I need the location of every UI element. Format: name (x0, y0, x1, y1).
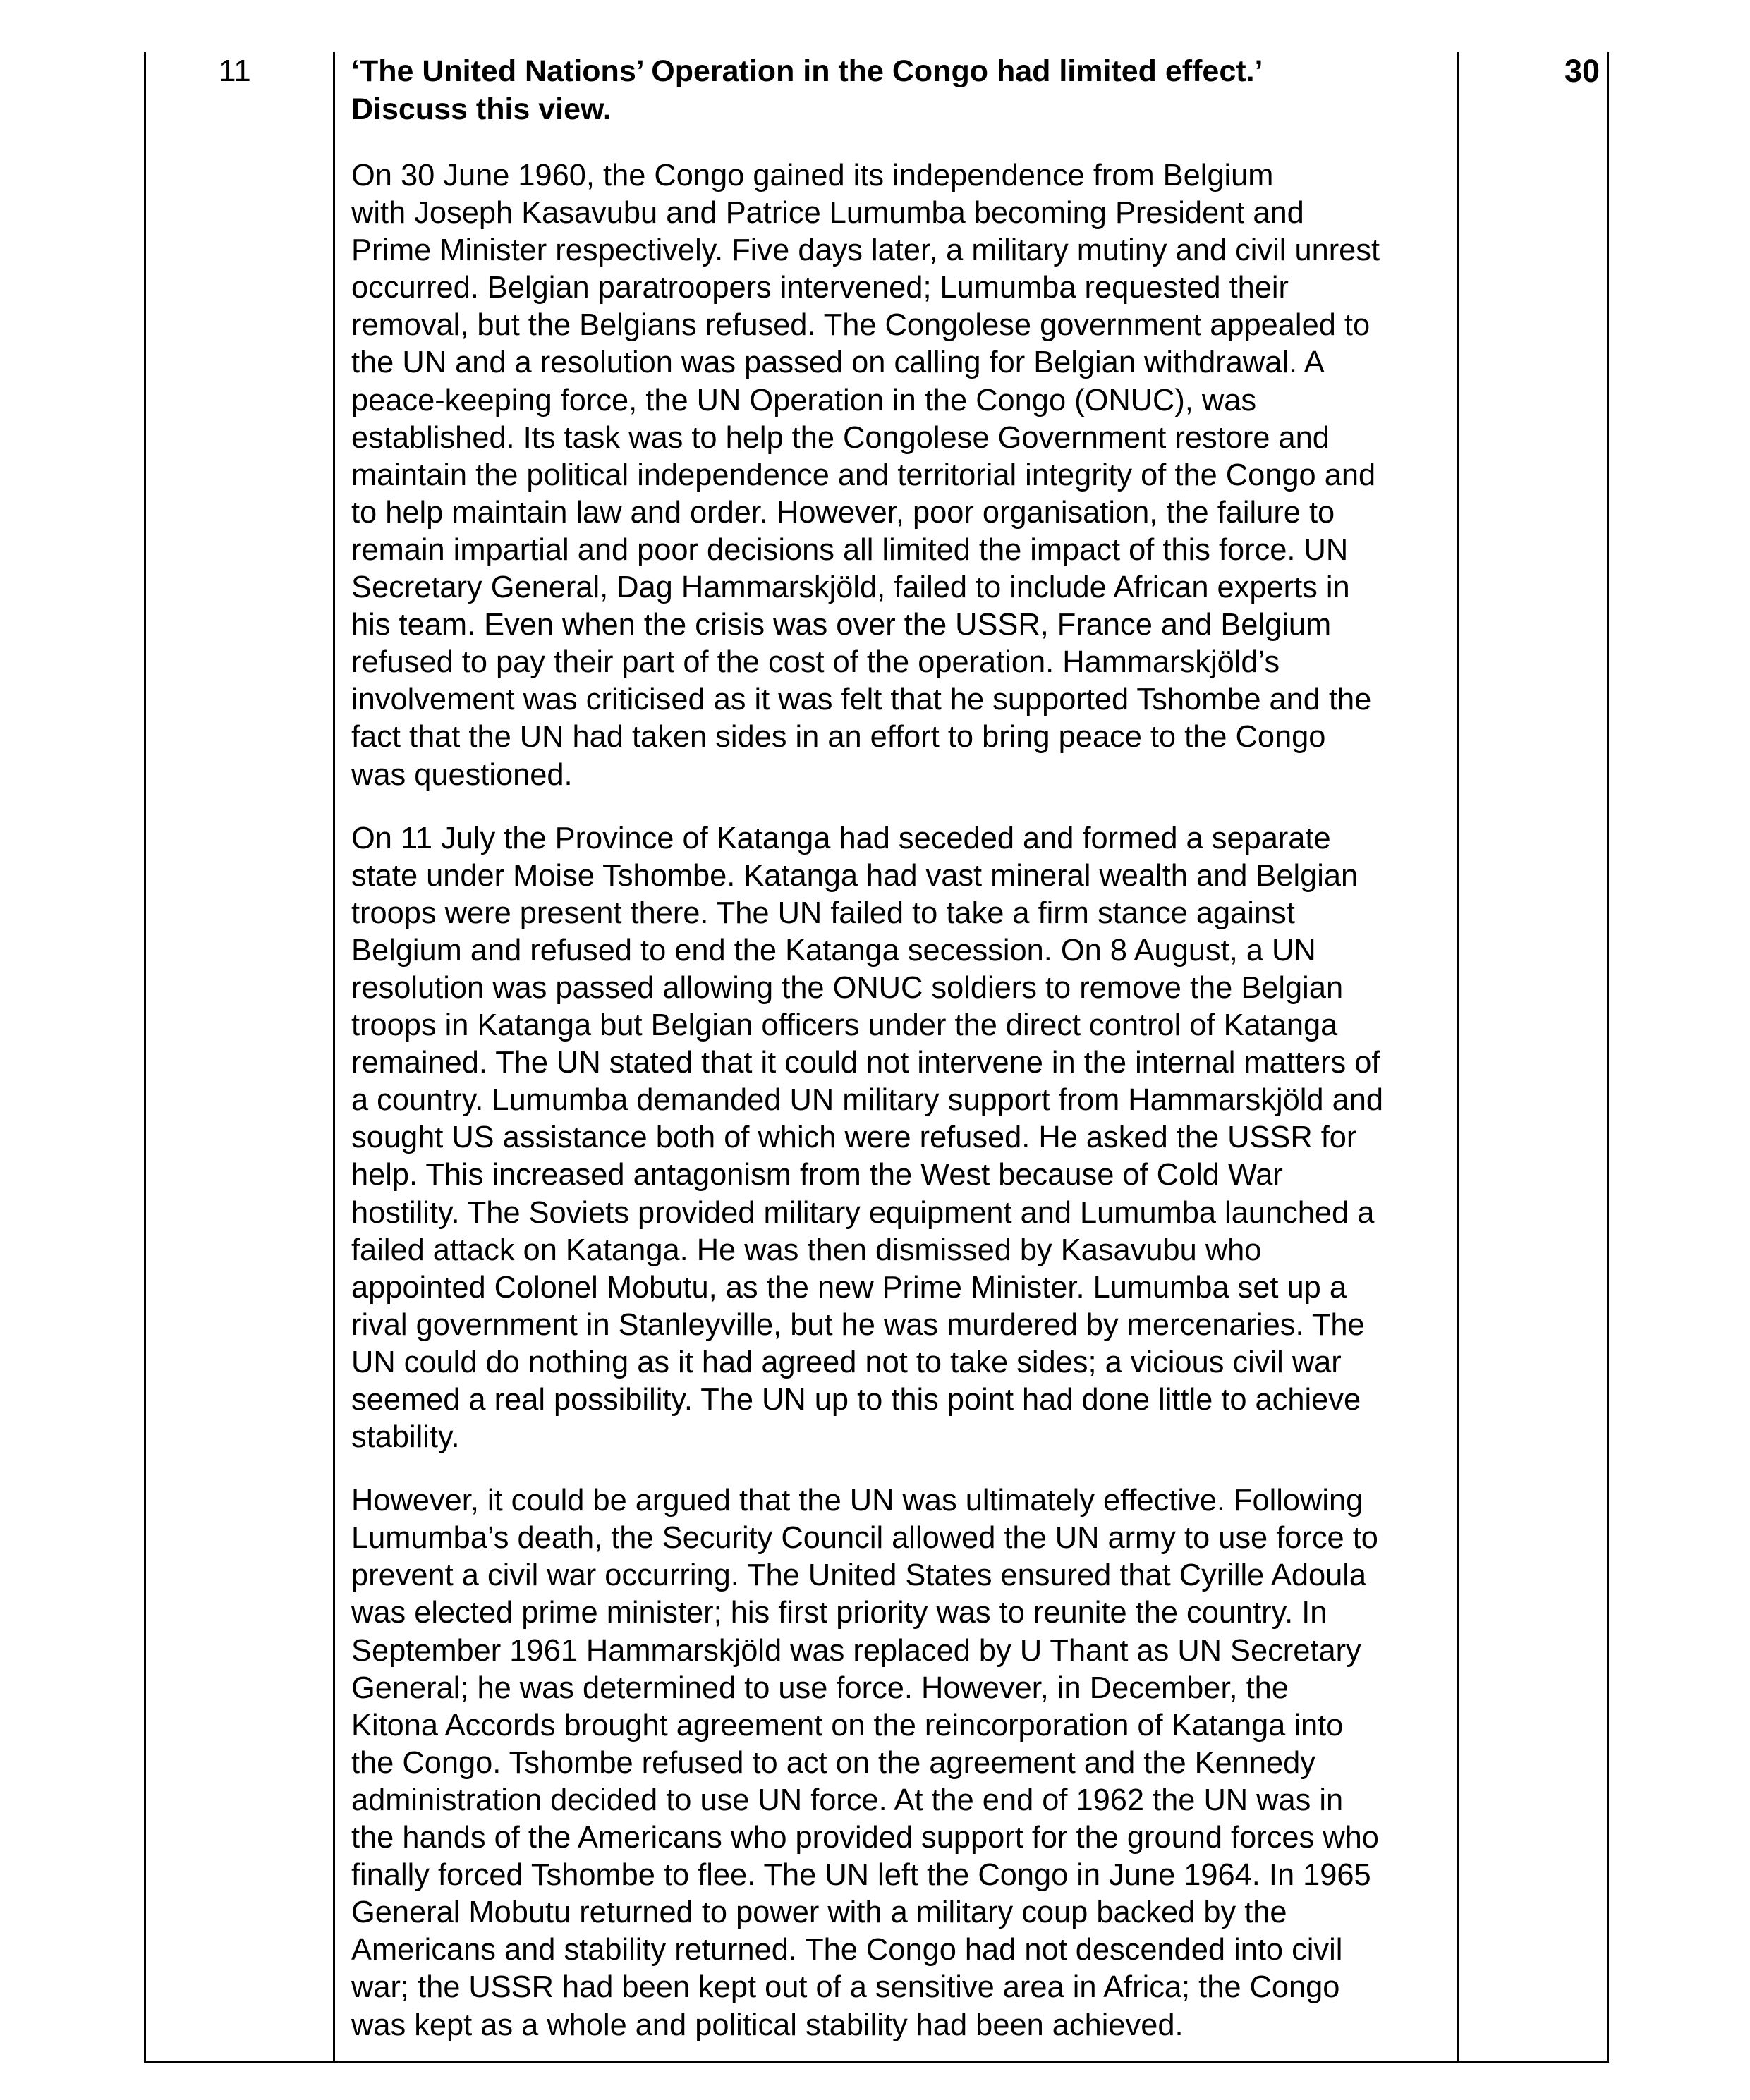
answer-column (351, 52, 1462, 2044)
question-prompt-line-1: ‘The United Nations’ Operation in the Congo had limited effect.’ (351, 54, 1263, 88)
question-prompt (351, 52, 1462, 128)
question-prompt-line-2: Discuss this view. (351, 92, 612, 126)
marks-value: 30 (1564, 53, 1600, 89)
table-border-left (144, 52, 146, 2062)
answer-paragraph-3: However, it could be argued that the UN was ultimately effective. Following Lumumba’s death, the Security Council allowed the UN army to use force to prevent a civil war occurring. The United States ensured that Cyrille Adoula was elected prime minister; his first priority was to reunite the country. In September 1961 Hammarskjöld was replaced by U Thant as UN Secretary General; he was determined to use force. However, in December, the Kitona Accords brought agreement on the reincorporation of Katanga into the Congo. Tshombe refused to act on the agreement and the Kennedy administration decided to use UN force. At the end of 1962 the UN was in the hands of the Americans who provided support for the ground forces who finally forced Tshombe to flee. The UN left the Congo in June 1964. In 1965 General Mobutu returned to power with a military coup backed by the Americans and stability returned. The Congo had not descended into civil war; the USSR had been kept out of a sensitive area in Africa; the Congo was kept as a whole and political stability had been achieved. (351, 1484, 1379, 2042)
table-border-number-column (333, 52, 335, 2062)
answer-paragraph-1: On 30 June 1960, the Congo gained its independence from Belgium with Joseph Kasavubu and Patrice Lumumba becoming President and Prime Minister respectively. Five days later, a military mutiny and civil unrest occurred. Belgian paratroopers intervened; Lumumba requested their removal, but the Belgians refused. The Congolese government appealed to the UN and a resolution was passed on calling for Belgian withdrawal. A peace-keeping force, the UN Operation in the Congo (ONUC), was established. Its task was to help the Congolese Government restore and maintain the political independence and territorial integrity of the Congo and to help maintain law and order. However, poor organisation, the failure to remain impartial and poor decisions all limited the impact of this force. UN Secretary General, Dag Hammarskjöld, failed to include African experts in his team. Even when the crisis was over the USSR, France and Belgium refused to pay their part of the cost of the operation. Hammarskjöld’s involvement was criticised as it was felt that he supported Tshombe and the fact that the UN had taken sides in an effort to bring peace to the Congo was questioned. (351, 159, 1380, 792)
answer-paragraph-2: On 11 July the Province of Katanga had seceded and formed a separate state under Moise Tshombe. Katanga had vast mineral wealth and Belgian troops were present there. The UN failed to take a firm stance against Belgium and refused to end the Katanga secession. On 8 August, a UN resolution was passed allowing the ONUC soldiers to remove the Belgian troops in Katanga but Belgian officers under the direct control of Katanga remained. The UN stated that it could not intervene in the internal matters of a country. Lumumba demanded UN military support from Hammarskjöld and sought US assistance both of which were refused. He asked the USSR for help. This increased antagonism from the West because of Cold War hostility. The Soviets provided military equipment and Lumumba launched a failed attack on Katanga. He was then dismissed by Kasavubu who appointed Colonel Mobutu, as the new Prime Minister. Lumumba set up a rival government in Stanleyville, but he was murdered by mercenaries. The UN could do nothing as it had agreed not to take sides; a vicious civil war seemed a real possibility. The UN up to this point had done little to achieve stability. (351, 821, 1384, 1455)
table-border-bottom (144, 2061, 1609, 2063)
table-border-right (1607, 52, 1609, 2062)
question-number: 11 (219, 54, 251, 88)
